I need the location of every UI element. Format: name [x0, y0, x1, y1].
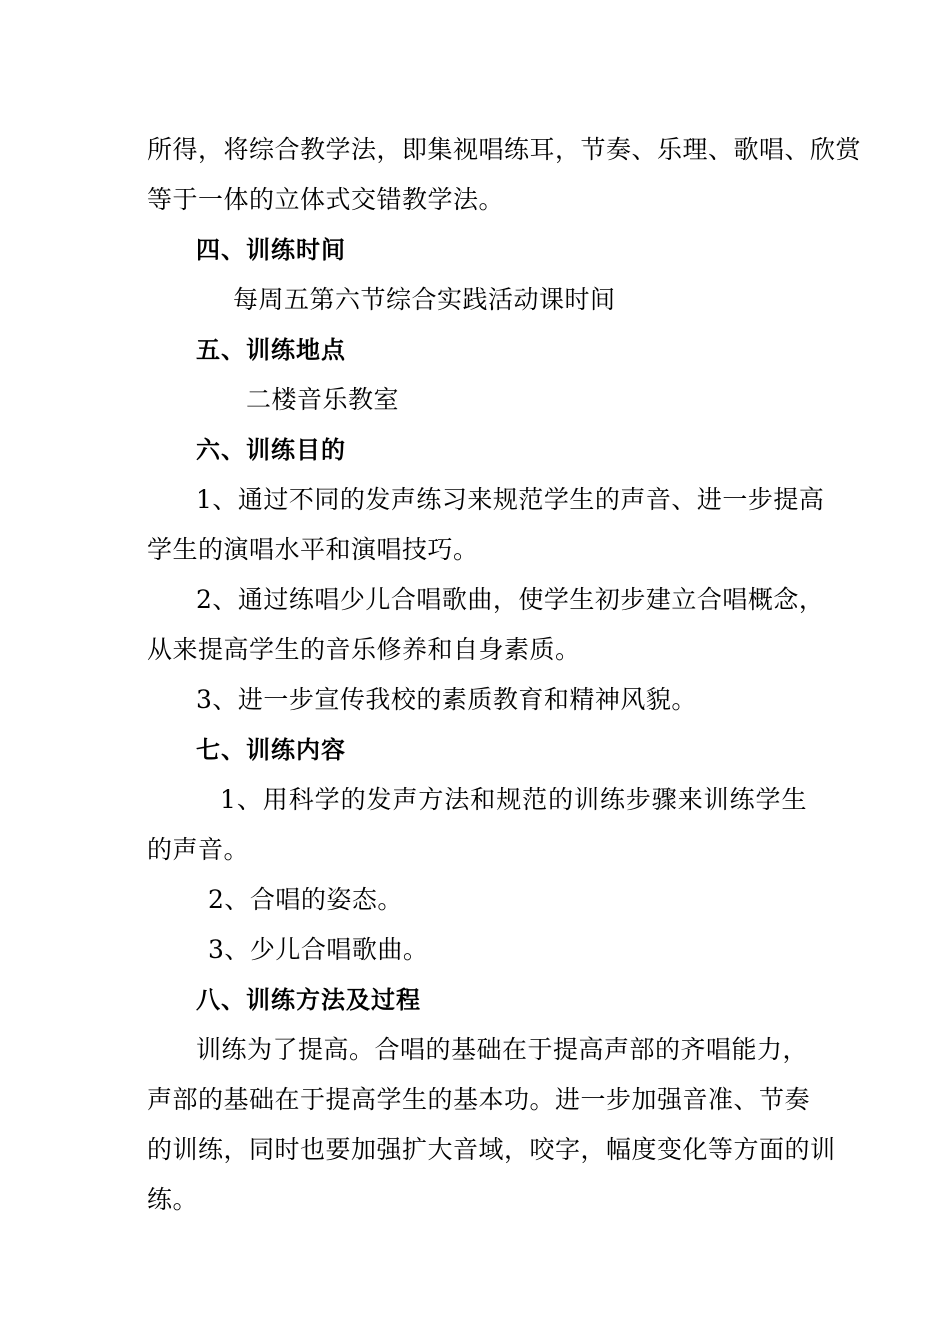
section-8-line-3: 的训练，同时也要加强扩大音域，咬字，幅度变化等方面的训: [147, 1135, 836, 1164]
section-4-body: 每周五第六节综合实践活动课时间: [233, 285, 616, 314]
section-8-line-2: 声部的基础在于提高学生的基本功。进一步加强音准、节奏: [147, 1085, 811, 1114]
section-6-item-3: 3、进一步宣传我校的素质教育和精神风貌。: [196, 685, 697, 714]
section-8-line-4: 练。: [147, 1185, 199, 1214]
section-4-heading: 四、训练时间: [196, 236, 346, 264]
section-7-heading: 七、训练内容: [196, 736, 346, 764]
section-5-heading: 五、训练地点: [196, 336, 346, 364]
section-8-heading: 八、训练方法及过程: [196, 986, 421, 1014]
section-7-item-3: 3、少儿合唱歌曲。: [208, 935, 429, 964]
section-6-item-2-line-2: 从来提高学生的音乐修养和自身素质。: [147, 635, 581, 664]
section-7-item-1-line-2: 的声音。: [147, 835, 250, 864]
section-6-heading: 六、训练目的: [196, 436, 346, 464]
intro-line-2: 等于一体的立体式交错教学法。: [147, 185, 505, 214]
intro-line-1: 所得，将综合教学法，即集视唱练耳，节奏、乐理、歌唱、欣赏: [147, 135, 862, 164]
section-8-line-1: 训练为了提高。合唱的基础在于提高声部的齐唱能力，: [196, 1035, 809, 1064]
section-6-item-1-line-1: 1、通过不同的发声练习来规范学生的声音、进一步提高: [196, 485, 825, 514]
section-6-item-1-line-2: 学生的演唱水平和演唱技巧。: [147, 535, 479, 564]
section-7-item-1-line-1: 1、用科学的发声方法和规范的训练步骤来训练学生: [220, 785, 807, 814]
section-5-body: 二楼音乐教室: [246, 385, 400, 414]
section-7-item-2: 2、合唱的姿态。: [208, 885, 403, 914]
section-6-item-2-line-1: 2、通过练唱少儿合唱歌曲，使学生初步建立合唱概念，: [196, 585, 825, 614]
